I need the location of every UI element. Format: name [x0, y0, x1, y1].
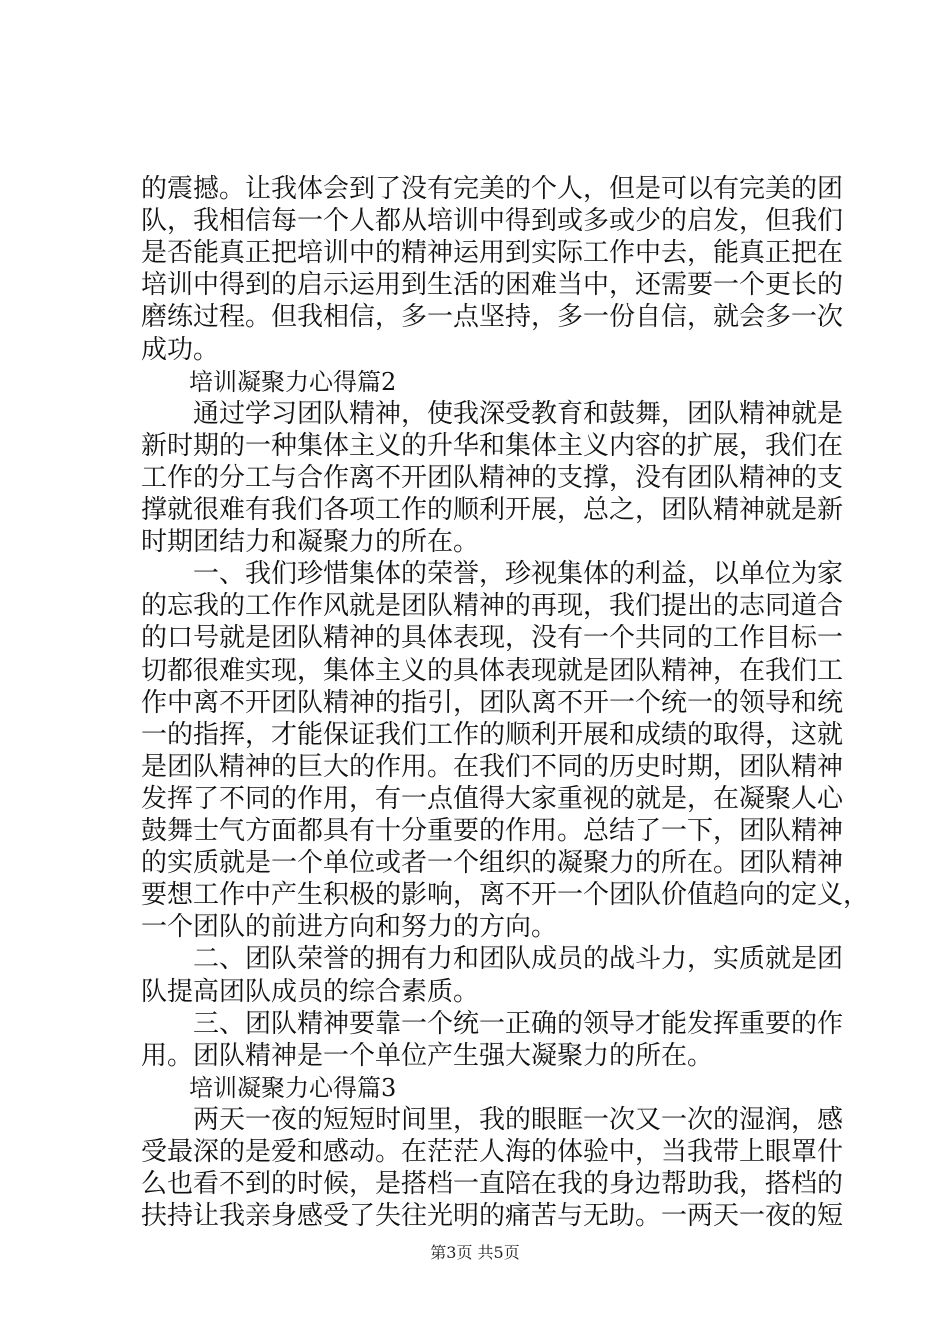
- text-line: 的口号就是团队精神的具体表现，没有一个共同的工作目标一: [141, 623, 844, 653]
- section-heading: 培训凝聚力心得篇3: [141, 1074, 397, 1102]
- text-line: 新时期的一种集体主义的升华和集体主义内容的扩展，我们在: [141, 431, 844, 461]
- text-line: 么也看不到的时候，是搭档一直陪在我的身边帮助我，搭档的: [141, 1169, 844, 1199]
- text-line: 队提高团队成员的综合素质。: [141, 977, 480, 1007]
- text-line: 工作的分工与合作离不开团队精神的支撑，没有团队精神的支: [141, 463, 844, 493]
- text-line: 切都很难实现，集体主义的具体表现就是团队精神，在我们工: [141, 656, 844, 686]
- text-line: 发挥了不同的作用，有一点值得大家重视的就是，在凝聚人心: [141, 784, 844, 814]
- text-line: 一、我们珍惜集体的荣誉，珍视集体的利益，以单位为家: [141, 559, 844, 589]
- text-line: 两天一夜的短短时间里，我的眼眶一次又一次的湿润，感: [141, 1105, 844, 1135]
- text-line: 培训中得到的启示运用到生活的困难当中，还需要一个更长的: [141, 270, 844, 300]
- text-line: 鼓舞士气方面都具有十分重要的作用。总结了一下，团队精神: [141, 816, 844, 846]
- text-line: 队，我相信每一个人都从培训中得到或多或少的启发，但我们: [141, 206, 844, 236]
- text-line: 是团队精神的巨大的作用。在我们不同的历史时期，团队精神: [141, 752, 844, 782]
- text-line: 的震撼。让我体会到了没有完美的个人，但是可以有完美的团: [141, 174, 844, 204]
- text-line: 磨练过程。但我相信，多一点坚持，多一份自信，就会多一次: [141, 302, 844, 332]
- page-footer: 第3页 共5页: [430, 1243, 520, 1262]
- text-line: 三、团队精神要靠一个统一正确的领导才能发挥重要的作: [141, 1009, 844, 1039]
- text-line: 扶持让我亲身感受了失往光明的痛苦与无助。一两天一夜的短: [141, 1201, 844, 1231]
- text-line: 受最深的是爱和感动。在茫茫人海的体验中，当我带上眼罩什: [141, 1137, 844, 1167]
- text-line: 要想工作中产生积极的影响，离不开一个团队价值趋向的定义，: [141, 880, 870, 910]
- text-line: 是否能真正把培训中的精神运用到实际工作中去，能真正把在: [141, 238, 844, 268]
- text-line: 的实质就是一个单位或者一个组织的凝聚力的所在。团队精神: [141, 848, 844, 878]
- text-line: 一的指挥，才能保证我们工作的顺利开展和成绩的取得，这就: [141, 720, 844, 750]
- text-line: 一个团队的前进方向和努力的方向。: [141, 912, 558, 942]
- text-line: 时期团结力和凝聚力的所在。: [141, 527, 480, 557]
- text-line: 用。团队精神是一个单位产生强大凝聚力的所在。: [141, 1041, 714, 1071]
- text-line: 成功。: [141, 335, 220, 365]
- text-line: 通过学习团队精神，使我深受教育和鼓舞，团队精神就是: [141, 399, 844, 429]
- text-line: 的忘我的工作作风就是团队精神的再现，我们提出的志同道合: [141, 591, 844, 621]
- text-line: 二、团队荣誉的拥有力和团队成员的战斗力，实质就是团: [141, 944, 844, 974]
- section-heading: 培训凝聚力心得篇2: [141, 368, 397, 396]
- text-line: 撑就很难有我们各项工作的顺利开展，总之，团队精神就是新: [141, 495, 844, 525]
- text-line: 作中离不开团队精神的指引，团队离不开一个统一的领导和统: [141, 688, 844, 718]
